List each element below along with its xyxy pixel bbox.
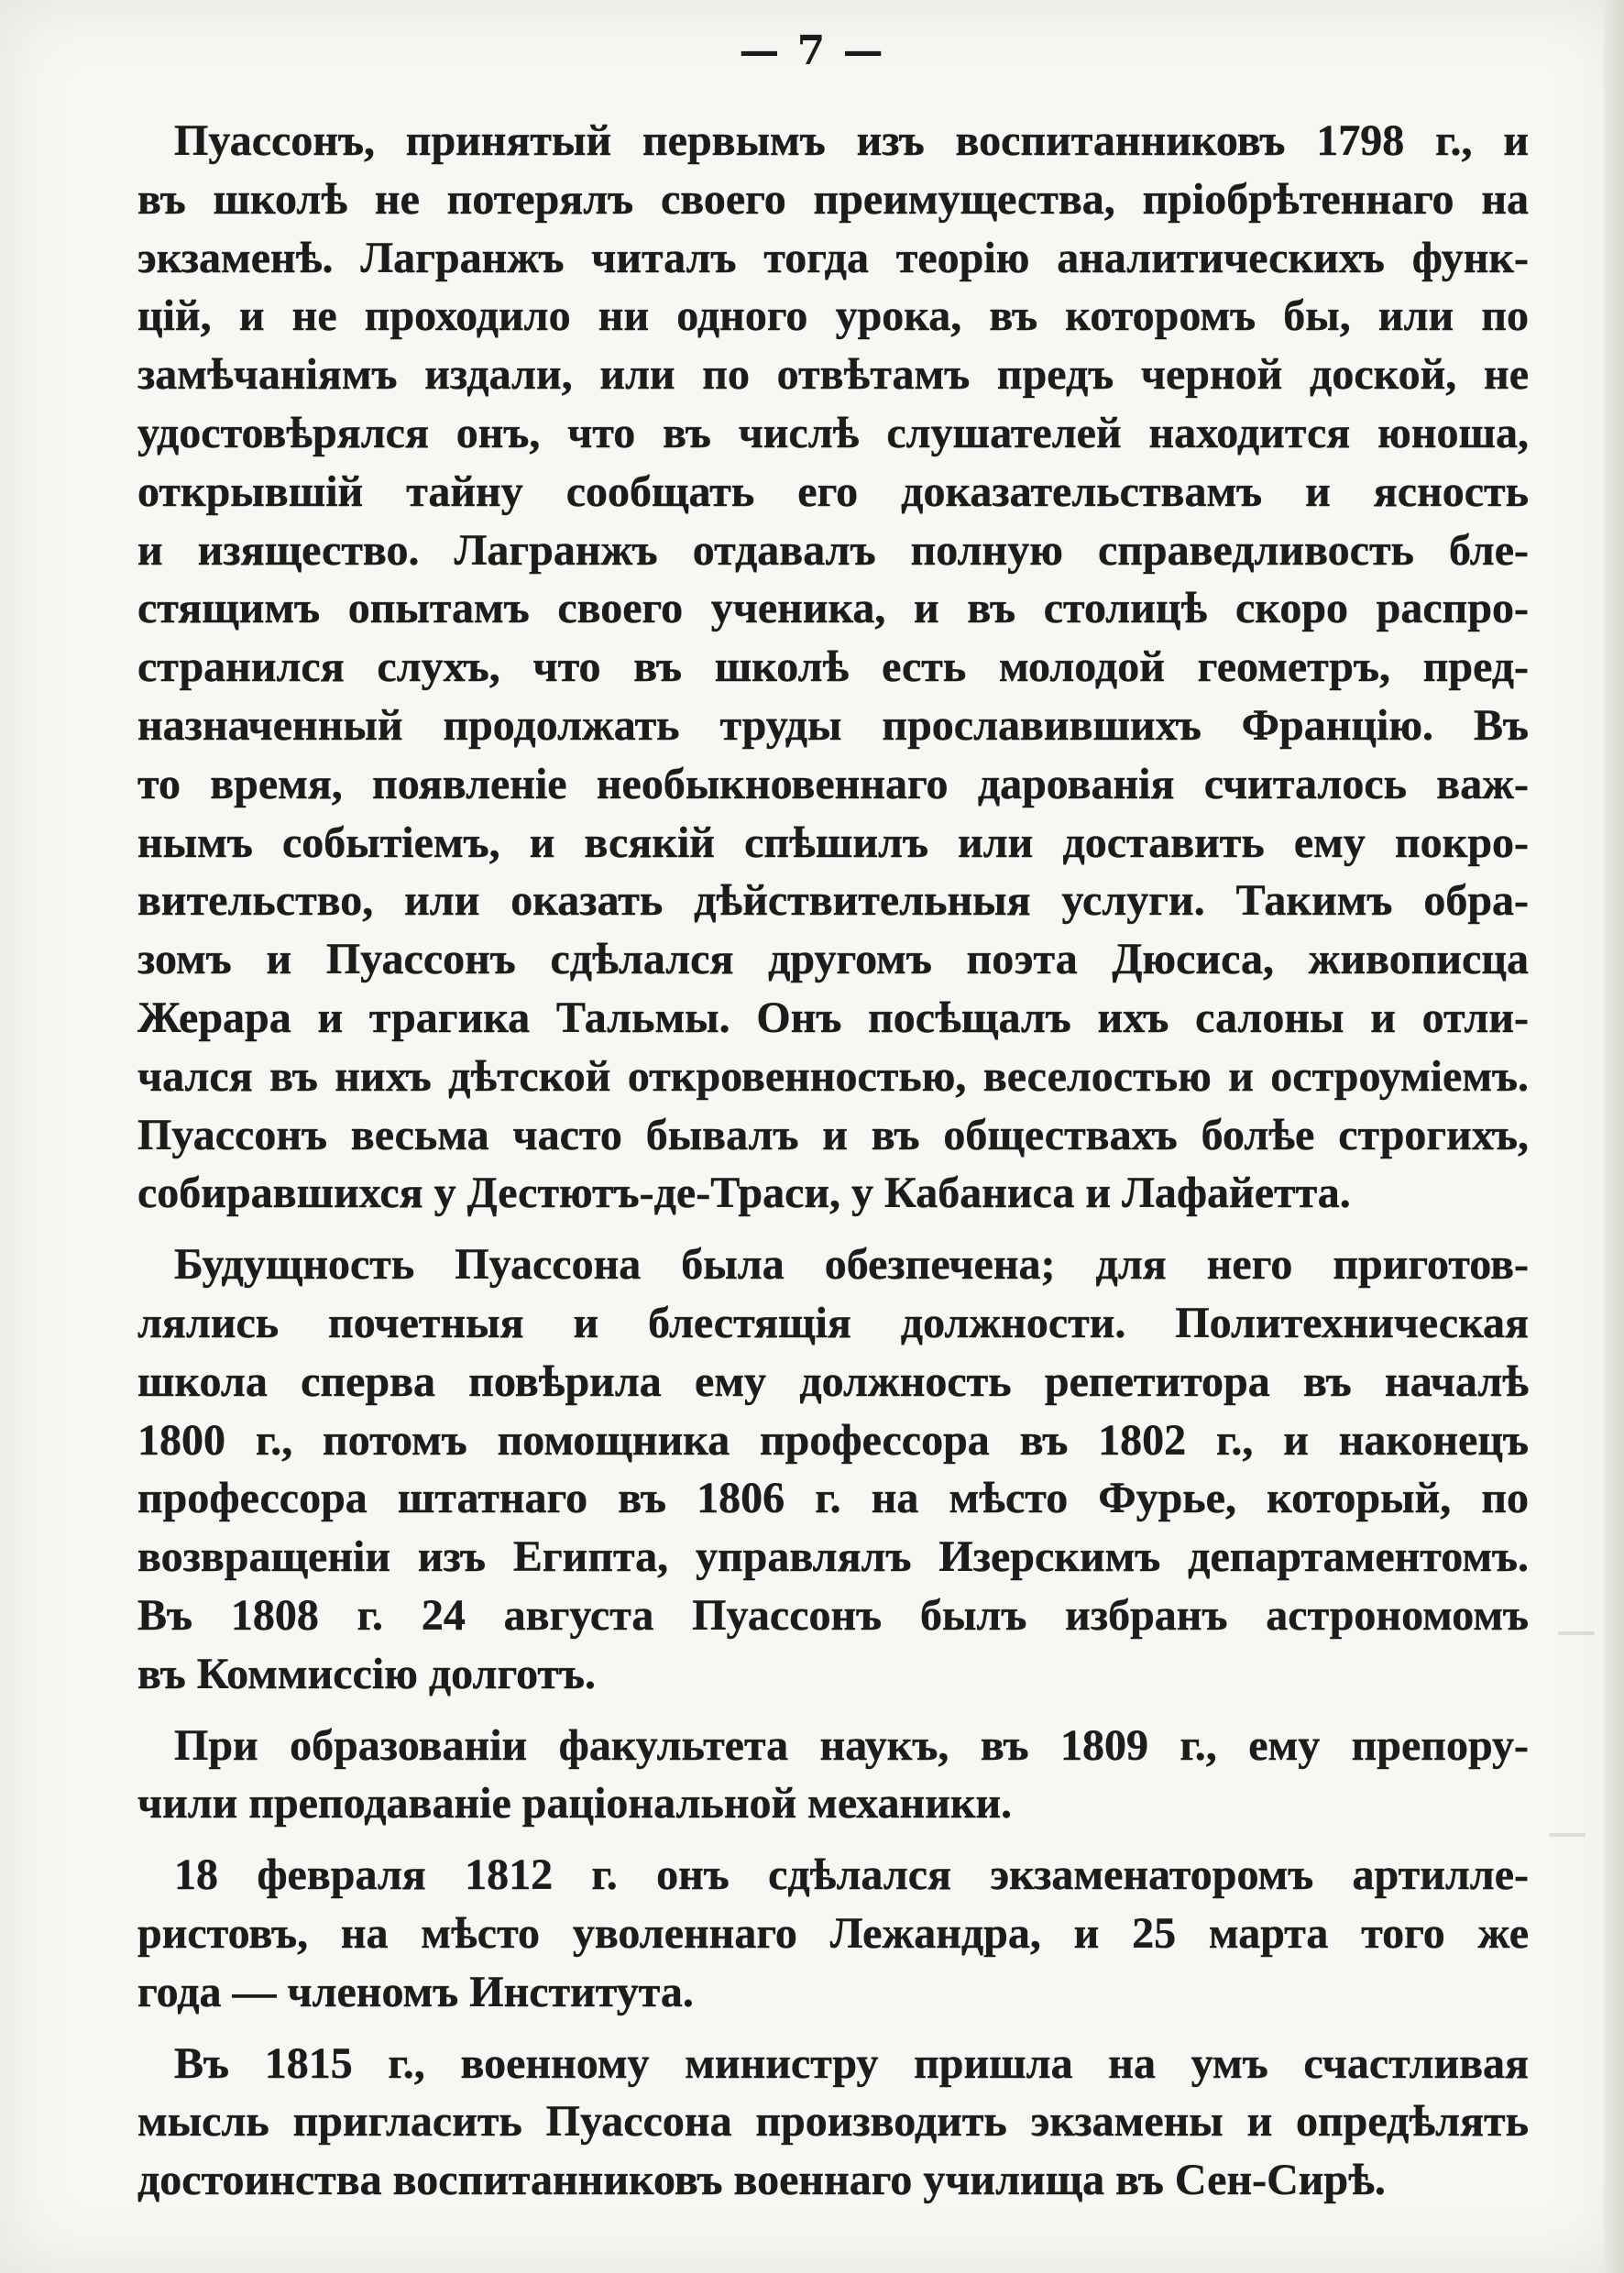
- text-line: вительство, или оказать дѣйствительныя услуги. Такимъ обра-: [137, 876, 1529, 926]
- bleed-through-mark: [1549, 1833, 1586, 1837]
- text-line: экзаменѣ. Лагранжъ читалъ тогда теорію аналитическихъ функ-: [137, 233, 1529, 282]
- paragraph: [137, 112, 1529, 1223]
- text-line: ристовъ, на мѣсто уволеннаго Лежандра, и 25 марта того же: [137, 1908, 1529, 1958]
- text-line: замѣчаніямъ издали, или по отвѣтамъ предъ черной доской, не: [137, 350, 1529, 400]
- text-line: При образованіи факультета наукъ, въ 1809 г., ему препору-: [174, 1720, 1529, 1770]
- body-text: [137, 112, 1529, 2223]
- text-line: чили преподаваніе раціональной механики.: [137, 1779, 1013, 1828]
- text-line: Пуассонъ весьма часто бывалъ и въ обществахъ болѣе строгихъ,: [137, 1110, 1529, 1159]
- text-line: Въ 1808 г. 24 августа Пуассонъ былъ избранъ астрономомъ: [137, 1590, 1529, 1640]
- paragraph: [137, 2035, 1529, 2210]
- text-line: профессора штатнаго въ 1806 г. на мѣсто Фурье, который, по: [137, 1474, 1529, 1523]
- page-number: — 7 —: [739, 27, 885, 74]
- paragraph: [137, 1717, 1529, 1834]
- text-line: то время, появленіе необыкновеннаго дарованія считалось важ-: [137, 759, 1529, 808]
- text-line: мысль пригласить Пуассона производить экзамены и опредѣлять: [137, 2097, 1529, 2147]
- text-line: въ школѣ не потерялъ своего преимущества, пріобрѣтеннаго на: [137, 174, 1529, 224]
- text-line: странился слухъ, что въ школѣ есть молодой геометръ, пред-: [137, 642, 1529, 692]
- page-edge: [1604, 0, 1624, 2273]
- text-line: зомъ и Пуассонъ сдѣлался другомъ поэта Дюсиса, живописца: [137, 935, 1529, 984]
- text-line: назначенный продолжать труды прославившихъ Францію. Въ: [137, 700, 1529, 750]
- text-line: Будущность Пуассона была обезпечена; для него приготов-: [174, 1240, 1529, 1290]
- paragraph: [137, 1846, 1529, 2021]
- text-line: собиравшихся у Дестютъ-де-Траси, у Кабаниса и Лафайетта.: [137, 1169, 1351, 1218]
- paragraph: [137, 1235, 1529, 1703]
- text-line: въ Коммиссію долготъ.: [137, 1649, 596, 1698]
- text-line: 1800 г., потомъ помощника профессора въ 1802 г., и наконецъ: [137, 1415, 1529, 1465]
- text-line: 18 февраля 1812 г. онъ сдѣлался экзаменаторомъ артилле-: [174, 1850, 1529, 1900]
- text-line: Въ 1815 г., военному министру пришла на умъ счастливая: [174, 2038, 1529, 2088]
- text-line: лялись почетныя и блестящія должности. Политехническая: [137, 1298, 1529, 1347]
- text-line: стящимъ опытамъ своего ученика, и въ столицѣ скоро распро-: [137, 584, 1529, 633]
- text-line: и изящество. Лагранжъ отдавалъ полную справедливость бле-: [137, 525, 1529, 575]
- text-line: нымъ событіемъ, и всякій спѣшилъ или доставить ему покро-: [137, 818, 1529, 867]
- bleed-through-mark: [1558, 1631, 1595, 1635]
- text-line: удостовѣрялся онъ, что въ числѣ слушателей находится юноша,: [137, 408, 1529, 457]
- text-line: Пуассонъ, принятый первымъ изъ воспитанниковъ 1798 г., и: [174, 116, 1529, 165]
- text-line: чался въ нихъ дѣтской откровенностью, веселостью и остроуміемъ.: [137, 1051, 1529, 1101]
- text-line: школа сперва повѣрила ему должность репетитора въ началѣ: [137, 1356, 1529, 1406]
- text-line: открывшій тайну сообщать его доказательствамъ и ясность: [137, 467, 1529, 516]
- text-line: года — членомъ Института.: [137, 1967, 694, 2016]
- text-line: Жерара и трагика Тальмы. Онъ посѣщалъ ихъ салоны и отли-: [137, 993, 1529, 1042]
- text-line: достоинства воспитанниковъ военнаго училища въ Сен-Сирѣ.: [137, 2156, 1386, 2205]
- text-line: возвращеніи изъ Египта, управлялъ Изерскимъ департаментомъ.: [137, 1532, 1529, 1582]
- text-line: цій, и не проходило ни одного урока, въ которомъ бы, или по: [137, 291, 1529, 341]
